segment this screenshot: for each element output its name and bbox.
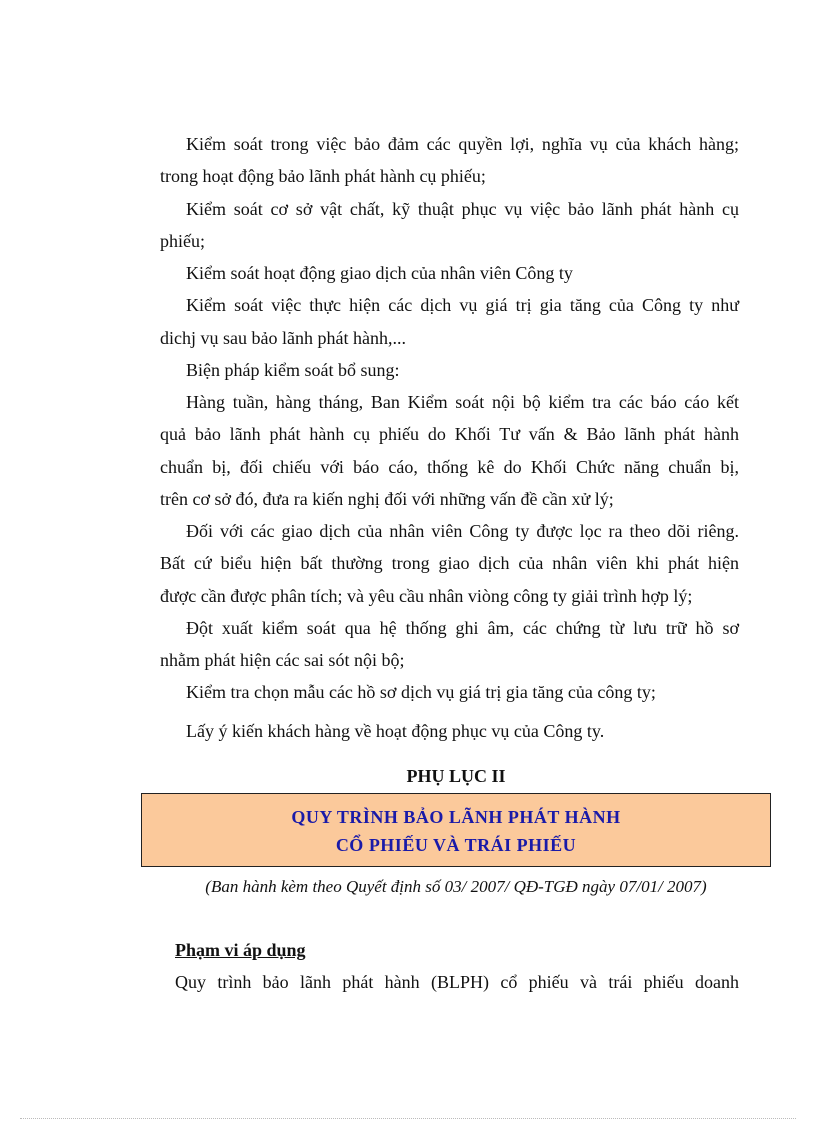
body-line: chuẩn bị, đối chiếu với báo cáo, thống kê do Khối Chức năng chuẩn bị, xyxy=(160,457,739,477)
body-line: quả bảo lãnh phát hành cụ phiếu do Khối Tư vấn & Bảo lãnh phát hành xyxy=(160,424,739,444)
body-line: Kiểm tra chọn mẫu các hồ sơ dịch vụ giá trị gia tăng của công ty; xyxy=(186,682,656,702)
appendix-heading: PHỤ LỤC II xyxy=(406,766,506,786)
page-bottom-divider xyxy=(20,1118,796,1119)
body-line: Kiểm soát việc thực hiện các dịch vụ giá trị gia tăng của Công ty như xyxy=(186,295,739,315)
body-line: Bất cứ biểu hiện bất thường trong giao dịch của nhân viên khi phát hiện xyxy=(160,553,739,573)
body-line: Hàng tuần, hàng tháng, Ban Kiểm soát nội bộ kiểm tra các báo cáo kết xyxy=(186,392,739,412)
body-line: Biện pháp kiểm soát bổ sung: xyxy=(186,360,400,380)
body-line: nhằm phát hiện các sai sót nội bộ; xyxy=(160,650,405,670)
title-box-line-1: QUY TRÌNH BẢO LÃNH PHÁT HÀNH xyxy=(291,807,621,827)
section-title: Phạm vi áp dụng xyxy=(175,940,306,960)
body-line: Kiểm soát trong việc bảo đảm các quyền lợi, nghĩa vụ của khách hàng; xyxy=(186,134,739,154)
body-line: được cần được phân tích; và yêu cầu nhân viòng công ty giải trình hợp lý; xyxy=(160,586,693,606)
body-line: trong hoạt động bảo lãnh phát hành cụ phiếu; xyxy=(160,166,486,186)
issuance-note: (Ban hành kèm theo Quyết định số 03/ 2007/ QĐ-TGĐ ngày 07/01/ 2007) xyxy=(205,877,707,896)
title-box xyxy=(141,793,771,867)
body-line: Đột xuất kiểm soát qua hệ thống ghi âm, các chứng từ lưu trữ hồ sơ xyxy=(186,618,739,638)
body-line: Lấy ý kiến khách hàng về hoạt động phục vụ của Công ty. xyxy=(186,721,605,741)
body-line: dichj vụ sau bảo lãnh phát hành,... xyxy=(160,328,406,348)
body-line: Đối với các giao dịch của nhân viên Công ty được lọc ra theo dõi riêng. xyxy=(186,521,739,541)
section-first-line: Quy trình bảo lãnh phát hành (BLPH) cổ phiếu và trái phiếu doanh xyxy=(175,972,739,992)
body-line: phiếu; xyxy=(160,231,205,251)
body-line: Kiểm soát hoạt động giao dịch của nhân viên Công ty xyxy=(186,263,573,283)
body-line: Kiểm soát cơ sở vật chất, kỹ thuật phục vụ việc bảo lãnh phát hành cụ xyxy=(186,199,739,219)
body-line: trên cơ sở đó, đưa ra kiến nghị đối với những vấn đề cần xử lý; xyxy=(160,489,614,509)
title-box-line-2: CỔ PHIẾU VÀ TRÁI PHIẾU xyxy=(335,835,577,855)
